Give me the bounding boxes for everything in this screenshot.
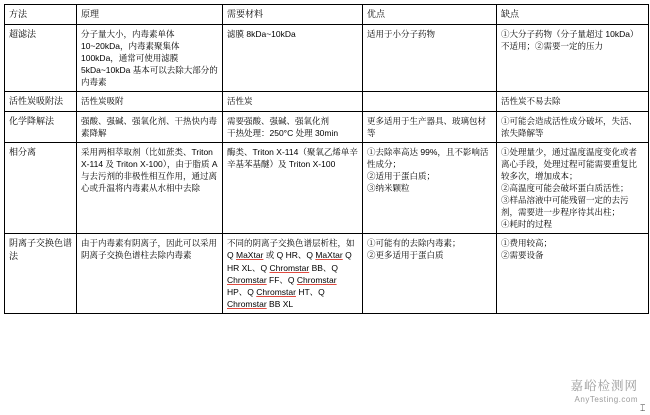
table-header-row (5, 5, 649, 25)
cons-item: ③样品溶液中可能残留一定的去污剂，需要进一步程序待其出柱； (501, 195, 629, 218)
cell-pros: 更多适用于生产器具、玻璃包材等 (363, 111, 497, 142)
pros-item: ②适用于蛋白质； (367, 171, 436, 182)
materials-line: 干热处理：250°C 处理 30min (227, 127, 339, 138)
cell-method: 活性炭吸附法 (5, 92, 77, 112)
cell-cons (497, 234, 649, 313)
material-term: Chromstar (256, 286, 296, 297)
cell-materials: 滤膜 8kDa~10kDa (223, 24, 363, 91)
column-header-cons: 缺点 (497, 5, 649, 25)
table-row (5, 24, 649, 91)
column-header-method: 方法 (5, 5, 77, 25)
cell-method: 阴离子交换色谱法 (5, 234, 77, 313)
material-term: MaXtar (235, 250, 264, 261)
cell-principle: 强酸、强碱、强氧化剂、干热快内毒素降解 (77, 111, 223, 142)
cons-item: ②高温度可能会破坏蛋白质活性； (501, 183, 629, 194)
cell-pros: 适用于小分子药物 (363, 24, 497, 91)
watermark (570, 379, 638, 405)
column-header-materials: 需要材料 (223, 5, 363, 25)
column-header-principle: 原理 (77, 5, 223, 25)
cons-item: ④耗时的过程 (501, 219, 553, 230)
material-term: Chromstar (227, 274, 267, 285)
cell-method: 超滤法 (5, 24, 77, 91)
pros-item: ③纳米颗粒 (367, 183, 410, 194)
pros-item: ②更多适用于蛋白质 (367, 250, 444, 261)
table-row (5, 92, 649, 112)
materials-line: 需要强酸、强碱、强氧化剂 (227, 115, 330, 126)
table-row (5, 142, 649, 233)
methods-comparison-table (4, 4, 649, 314)
column-header-pros: 优点 (363, 5, 497, 25)
cell-method: 化学降解法 (5, 111, 77, 142)
cell-materials: 活性炭 (223, 92, 363, 112)
table-row (5, 111, 649, 142)
cell-cons: ①可能会造成活性成分破坏，失活、浓失降解等 (497, 111, 649, 142)
pros-item: ①去除率高达 99%，且不影响活性成分； (367, 146, 489, 170)
cell-cons: ①大分子药物（分子量超过 10kDa）不适用；②需要一定的压力 (497, 24, 649, 91)
material-term: Chromstar (296, 274, 337, 285)
cons-item: ①处理量少，通过温度温度变化或者离心手段，处理过程可能需要重复比较多次，增加成本； (501, 146, 638, 182)
text-cursor-icon: ⌶ (640, 403, 646, 413)
cell-materials: 酶类、Triton X-114（聚氧乙烯单辛辛基苯基醚）及 Triton X-100 (223, 142, 363, 233)
cell-materials: 不同的阴离子交换色谱层析柱，如 Q MaXtar 或 Q HR、Q MaXtar Q HR XL、Q Chromstar BB、Q Chromstar FF、Q Chromstar HP、Q Chromstar HT、Q Chromstar BB XL (223, 234, 363, 313)
cell-pros (363, 92, 497, 112)
cell-pros (363, 142, 497, 233)
cell-method: 相分离 (5, 142, 77, 233)
watermark-sub-text: AnyTesting.com (574, 395, 638, 405)
cell-principle: 分子量大小，内毒素单体 10~20kDa，内毒素聚集体 100kDa，通常可使用滤膜 5kDa~10kDa 基本可以去除大部分的内毒素 (77, 24, 223, 91)
watermark-main-text: 嘉峪检测网 (570, 379, 638, 394)
cons-item: ②需要设备 (501, 250, 544, 261)
pros-item: ①可能有的去除内毒素； (367, 238, 461, 249)
cell-cons: 活性炭不易去除 (497, 92, 649, 112)
cell-cons (497, 142, 649, 233)
cell-materials (223, 111, 363, 142)
cell-principle: 由于内毒素有阴离子，因此可以采用阴离子交换色谱柱去除内毒素 (77, 234, 223, 313)
material-term: Chromstar (269, 262, 310, 273)
material-term: Chromstar (227, 298, 267, 309)
cell-principle: 活性炭吸附 (77, 92, 223, 112)
cons-item: ①费用较高； (501, 238, 553, 249)
cell-principle: 采用两相萃取剂（比如蔗类、Triton X-114 及 Triton X-100），由于脂质 A 与去污剂的非极性相互作用，通过离心或升温将内毒素从水相中去除 (77, 142, 223, 233)
cell-pros (363, 234, 497, 313)
material-term: MaXtar (315, 250, 343, 261)
table-row (5, 234, 649, 313)
